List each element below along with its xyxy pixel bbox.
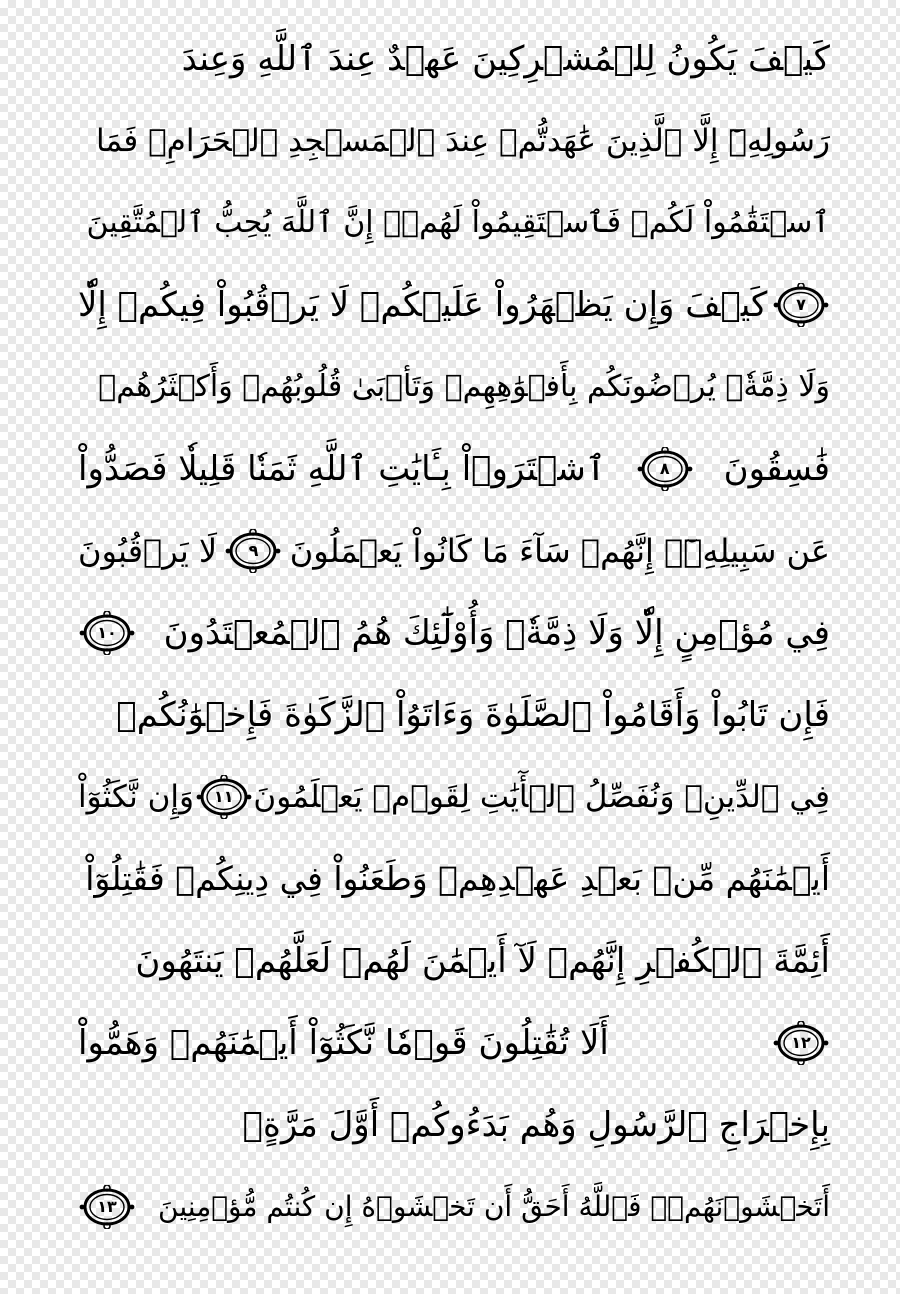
verse-text: وَلَا ذِمَّةٗۚ يُرۡضُونَكُم بِأَفۡوَٰهِهِمۡ وَتَأۡبَىٰ قُلُوبُهُمۡ وَأَكۡثَرُهُمۡ <box>98 369 830 404</box>
verse-text: كَيۡفَ يَكُونُ لِلۡمُشۡرِكِينَ عَهۡدٌ عِندَ ٱللَّهِ وَعِندَ <box>181 39 830 79</box>
verse-line <box>78 1084 830 1166</box>
verse-text: وَإِن نَّكَثُوٓاْ <box>78 779 194 815</box>
verse-text: ٱسۡتَقَٰمُواْ لَكُمۡ فَٱسۡتَقِيمُواْ لَهُمۡۚ إِنَّ ٱللَّهَ يُحِبُّ ٱلۡمُتَّقِينَ <box>86 205 830 240</box>
verse-lines <box>78 18 830 1248</box>
verse-line <box>78 674 830 756</box>
verse-line <box>78 182 830 264</box>
ayah-number-marker <box>772 283 830 327</box>
verse-line <box>78 592 830 674</box>
verse-text: ٱشۡتَرَوۡاْ بِـَٔايَٰتِ ٱللَّهِ ثَمَنٗا قَلِيلٗا فَصَدُّواْ <box>78 449 606 489</box>
verse-text: أَيۡمَٰنَهُم مِّنۢ بَعۡدِ عَهۡدِهِمۡ وَطَعَنُواْ فِي دِينِكُمۡ فَقَٰتِلُوٓاْ <box>85 859 830 898</box>
verse-text: عَن سَبِيلِهِۦٓۚ إِنَّهُمۡ سَآءَ مَا كَانُواْ يَعۡمَلُونَ <box>289 532 830 570</box>
verse-line <box>78 264 830 346</box>
ayah-number: ١٣ <box>97 1197 117 1216</box>
verse-text: كَيۡفَ وَإِن يَظۡهَرُواْ عَلَيۡكُمۡ لَا يَرۡقُبُواْ فِيكُمۡ إِلّٗا <box>78 285 768 325</box>
ayah-number: ٩ <box>248 541 259 560</box>
verse-line <box>78 510 830 592</box>
ayah-number: ٨ <box>659 459 670 478</box>
verse-line <box>78 756 830 838</box>
ayah-number-marker <box>224 529 282 573</box>
verse-line <box>78 1002 830 1084</box>
verse-line <box>78 920 830 1002</box>
verse-line <box>78 18 830 100</box>
ayah-number-marker <box>195 775 253 819</box>
verse-text: فَٰسِقُونَ <box>723 449 830 489</box>
verse-line <box>78 100 830 182</box>
verse-text: لَا يَرۡقُبُونَ <box>78 532 218 570</box>
verse-line <box>78 428 830 510</box>
ayah-number: ٧ <box>796 295 806 314</box>
ayah-number: ١٠ <box>97 623 117 642</box>
verse-text: رَسُولِهِۦٓ إِلَّا ٱلَّذِينَ عَٰهَدتُّمۡ عِندَ ٱلۡمَسۡجِدِ ٱلۡحَرَامِۖ فَمَا <box>96 123 830 159</box>
ayah-number-marker <box>636 447 694 491</box>
verse-text: فِي ٱلدِّينِۗ وَنُفَصِّلُ ٱلۡأٓيَٰتِ لِقَوۡمٖ يَعۡلَمُونَ <box>253 779 830 815</box>
verse-text: فِي مُؤۡمِنٍ إِلّٗا وَلَا ذِمَّةٗۚ وَأُوْلَٰٓئِكَ هُمُ ٱلۡمُعۡتَدُونَ <box>163 613 830 653</box>
ayah-number: ١٢ <box>791 1033 811 1052</box>
verse-text: أَئِمَّةَ ٱلۡكُفۡرِ إِنَّهُمۡ لَآ أَيۡمَٰنَ لَهُمۡ لَعَلَّهُمۡ يَنتَهُونَ <box>135 941 830 981</box>
verse-text: أَلَا تُقَٰتِلُونَ قَوۡمٗا نَّكَثُوٓاْ أَيۡمَٰنَهُمۡ وَهَمُّواْ <box>78 1023 609 1063</box>
ayah-number: ١١ <box>213 787 234 806</box>
ayah-number-marker <box>772 1021 830 1065</box>
verse-text: فَإِن تَابُواْ وَأَقَامُواْ ٱلصَّلَوٰةَ وَءَاتَوُاْ ٱلزَّكَوٰةَ فَإِخۡوَٰنُكُمۡ <box>116 695 830 735</box>
verse-text: أَتَخۡشَوۡنَهُمۡۚ فَٱللَّهُ أَحَقُّ أَن تَخۡشَوۡهُ إِن كُنتُم مُّؤۡمِنِينَ <box>158 1190 830 1223</box>
ayah-number-marker <box>78 1185 136 1229</box>
verse-text: بِإِخۡرَاجِ ٱلرَّسُولِ وَهُم بَدَءُوكُمۡ أَوَّلَ مَرَّةٍۚ <box>242 1105 830 1145</box>
ayah-number-marker <box>78 611 136 655</box>
verse-line <box>78 1166 830 1248</box>
verse-line <box>78 346 830 428</box>
verse-line <box>78 838 830 920</box>
